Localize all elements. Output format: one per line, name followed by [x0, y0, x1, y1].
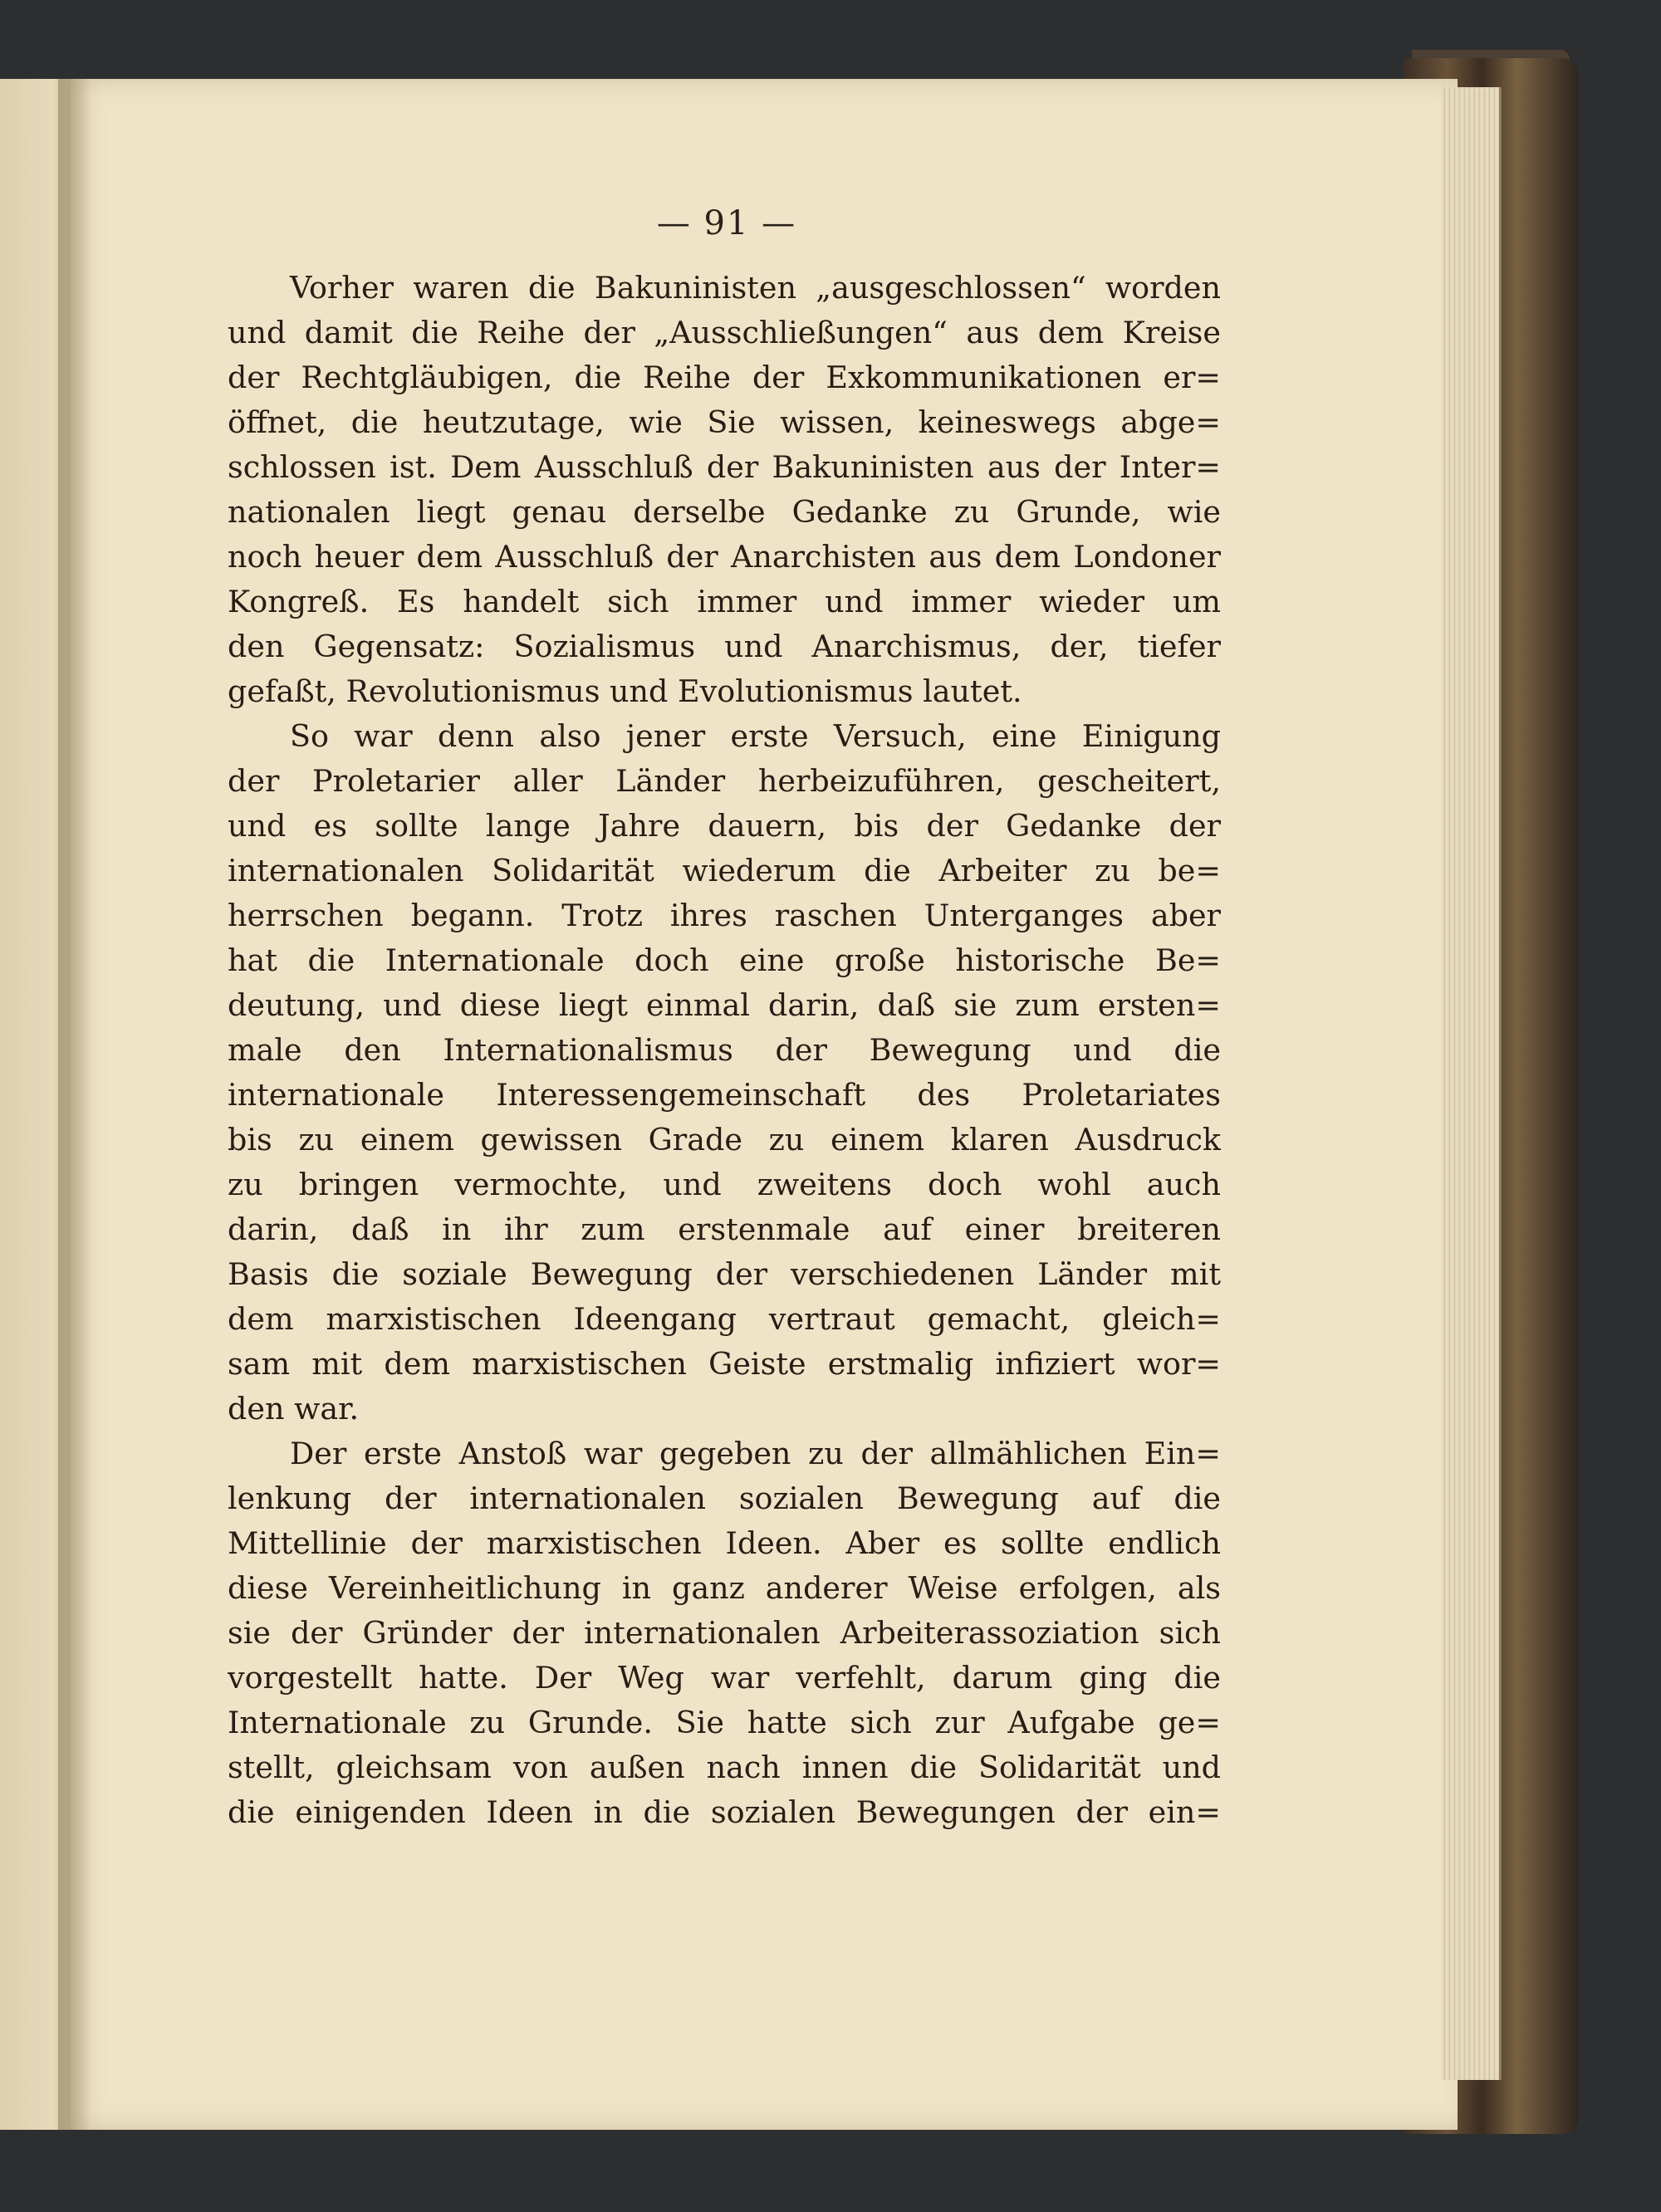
text-line: Der erste Anstoß war gegeben zu der allmählichen Ein= — [290, 1436, 1221, 1471]
text-line: den Gegensatz: Sozialismus und Anarchismus, der, tiefer — [228, 629, 1221, 664]
text-line: und damit die Reihe der „Ausschließungen“ aus dem Kreise — [228, 315, 1221, 350]
body-text — [228, 266, 1221, 1835]
text-line: diese Vereinheitlichung in ganz anderer Weise erfolgen, als — [228, 1570, 1221, 1606]
text-line: lenkung der internationalen sozialen Bewegung auf die — [228, 1480, 1221, 1516]
text-line: schlossen ist. Dem Ausschluß der Bakuninisten aus der Inter= — [228, 449, 1221, 485]
text-line: gefaßt, Revolutionismus und Evolutionismus lautet. — [228, 673, 1022, 709]
text-line: internationale Interessengemeinschaft des Proletariates — [228, 1077, 1221, 1113]
text-line: Kongreß. Es handelt sich immer und immer wieder um — [228, 584, 1221, 619]
text-line: Vorher waren die Bakuninisten „ausgeschlossen“ worden — [290, 270, 1221, 306]
text-line: der Rechtgläubigen, die Reihe der Exkommunikationen er= — [228, 360, 1221, 395]
page-stack-edge — [1441, 87, 1502, 2080]
text-line: deutung, und diese liegt einmal darin, daß sie zum ersten= — [228, 987, 1221, 1023]
text-line: Basis die soziale Bewegung der verschiedenen Länder mit — [228, 1256, 1221, 1292]
page-number-header: — 91 — — [656, 204, 797, 242]
spine-shadow — [58, 79, 91, 2130]
text-line: sam mit dem marxistischen Geiste erstmalig infiziert wor= — [228, 1346, 1221, 1382]
text-line: die einigenden Ideen in die sozialen Bewegungen der ein= — [228, 1794, 1221, 1830]
text-line: den war. — [228, 1391, 360, 1427]
text-line: stellt, gleichsam von außen nach innen die Solidarität und — [228, 1750, 1221, 1785]
text-line: dem marxistischen Ideengang vertraut gemacht, gleich= — [228, 1301, 1221, 1337]
text-line: sie der Gründer der internationalen Arbeiterassoziation sich — [228, 1615, 1221, 1651]
text-line: und es sollte lange Jahre dauern, bis der Gedanke der — [228, 808, 1221, 844]
text-line: Internationale zu Grunde. Sie hatte sich zur Aufgabe ge= — [228, 1705, 1221, 1740]
text-line: öffnet, die heutzutage, wie Sie wissen, keineswegs abge= — [228, 404, 1221, 440]
text-line: darin, daß in ihr zum erstenmale auf einer breiteren — [228, 1211, 1221, 1247]
text-line: nationalen liegt genau derselbe Gedanke zu Grunde, wie — [228, 494, 1221, 530]
text-line: vorgestellt hatte. Der Weg war verfehlt, darum ging die — [228, 1660, 1221, 1696]
text-line: herrschen begann. Trotz ihres raschen Unterganges aber — [228, 898, 1221, 933]
text-line: zu bringen vermochte, und zweitens doch wohl auch — [228, 1167, 1221, 1202]
text-line: So war denn also jener erste Versuch, eine Einigung — [290, 718, 1221, 754]
text-line: bis zu einem gewissen Grade zu einem klaren Ausdruck — [228, 1122, 1221, 1157]
text-line: noch heuer dem Ausschluß der Anarchisten aus dem Londoner — [228, 539, 1221, 575]
text-line: der Proletarier aller Länder herbeizuführen, gescheitert, — [228, 763, 1221, 799]
text-line: Mittellinie der marxistischen Ideen. Aber es sollte endlich — [228, 1525, 1221, 1561]
text-line: hat die Internationale doch eine große historische Be= — [228, 942, 1221, 978]
text-line: internationalen Solidarität wiederum die Arbeiter zu be= — [228, 853, 1221, 888]
text-line: male den Internationalismus der Bewegung und die — [228, 1032, 1221, 1068]
